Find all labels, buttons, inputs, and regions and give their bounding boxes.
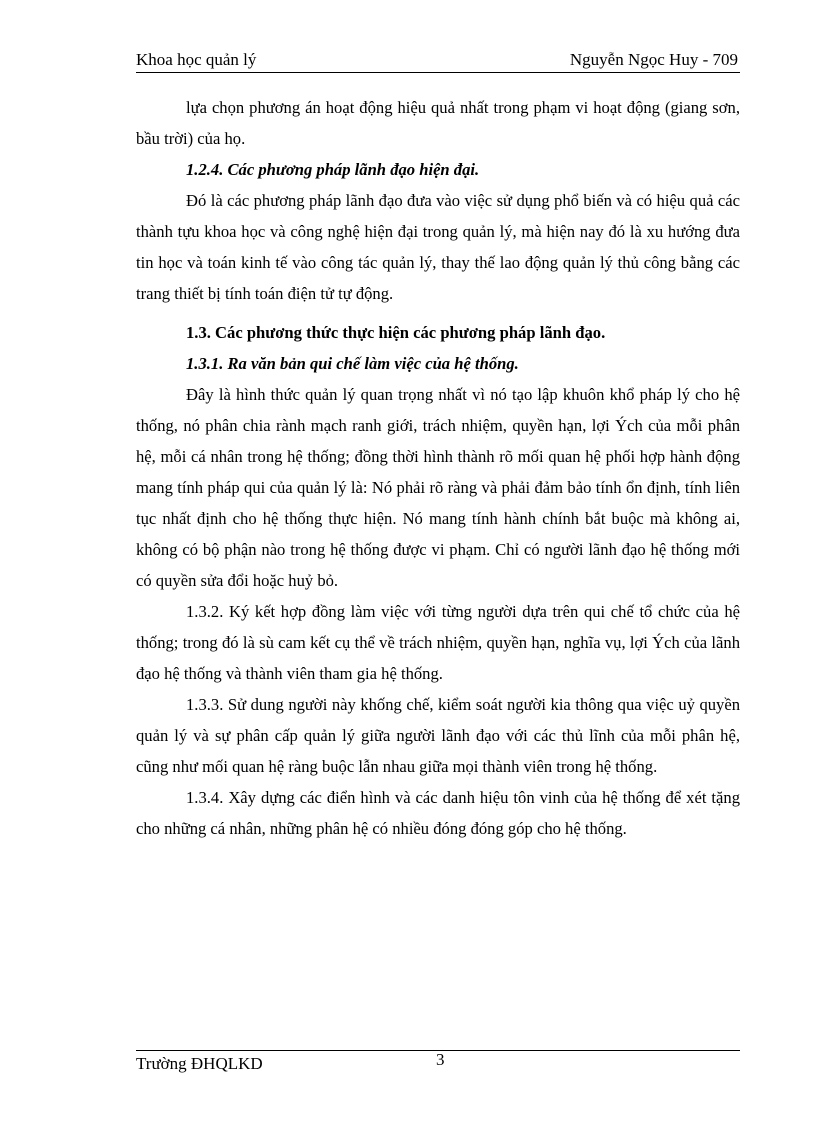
page-number: 3 (436, 1050, 445, 1069)
paragraph-1-3-2: 1.3.2. Ký kết hợp đồng làm việc với từng người dựa trên qui chế tổ chức của hệ thống; trong đó là sù cam kết cụ thể về trách nhiệm, quyền hạn, nghĩa vụ, lợi Ých của lãnh đạo hệ thống và thành viên tham gia hệ thống. (136, 602, 740, 683)
paragraph-continuation: lựa chọn phương án hoạt động hiệu quả nhất trong phạm vi hoạt động (giang sơn, bầu trời) của họ. (136, 98, 740, 148)
paragraph-regulations: Đây là hình thức quản lý quan trọng nhất vì nó tạo lập khuôn khổ pháp lý cho hệ thống, nó phân chia rành mạch ranh giới, trách nhiệm, quyền hạn, lợi Ých của mỗi phân hệ, mỗi cá nhân trong hệ thống; đồng thời hình thành rõ mối quan hệ phối hợp hành động mang tính pháp qui của quản lý là: Nó phải rõ ràng và phải đảm bảo tính ổn định, tính liên tục nhất định cho hệ thống thực hiện. Nó mang tính hành chính bắt buộc mà không ai, không có bộ phận nào trong hệ thống được vi phạm. Chỉ có người lãnh đạo hệ thống mới có quyền sửa đổi hoặc huỷ bỏ. (136, 385, 740, 590)
page-body (136, 92, 740, 844)
paragraph-modern-methods: Đó là các phương pháp lãnh đạo đưa vào việc sử dụng phổ biến và có hiệu quả các thành tựu khoa học và công nghệ hiện đại trong quản lý, mà hiện nay đó là xu hướng đưa tin học và toán kinh tế vào công tác quản lý, thay thế lao động quản lý thủ công bằng các trang thiết bị tính toán điện tử tự động. (136, 191, 740, 303)
paragraph-1-3-4: 1.3.4. Xây dựng các điển hình và các danh hiệu tôn vinh của hệ thống để xét tặng cho những cá nhân, những phân hệ có nhiều đóng đóng góp cho hệ thống. (136, 788, 740, 838)
section-heading-1-2-4: 1.2.4. Các phương pháp lãnh đạo hiện đại. (186, 160, 480, 179)
page-header (136, 50, 740, 73)
section-heading-1-3-1: 1.3.1. Ra văn bản qui chế làm việc của hệ thống. (186, 354, 519, 373)
header-course-title: Khoa học quản lý (136, 50, 257, 69)
footer-school: Trường ĐHQLKD (136, 1054, 263, 1073)
paragraph-1-3-3: 1.3.3. Sử dung người này khống chế, kiểm soát người kia thông qua việc uỷ quyền quản lý và sự phân cấp quản lý giữa người lãnh đạo với các thủ lĩnh của mỗi phân hệ, cũng như mối quan hệ ràng buộc lẫn nhau giữa mọi thành viên trong hệ thống. (136, 695, 740, 776)
section-heading-1-3: 1.3. Các phương thức thực hiện các phương pháp lãnh đạo. (186, 323, 606, 342)
header-author: Nguyễn Ngọc Huy - 709 (569, 50, 738, 69)
